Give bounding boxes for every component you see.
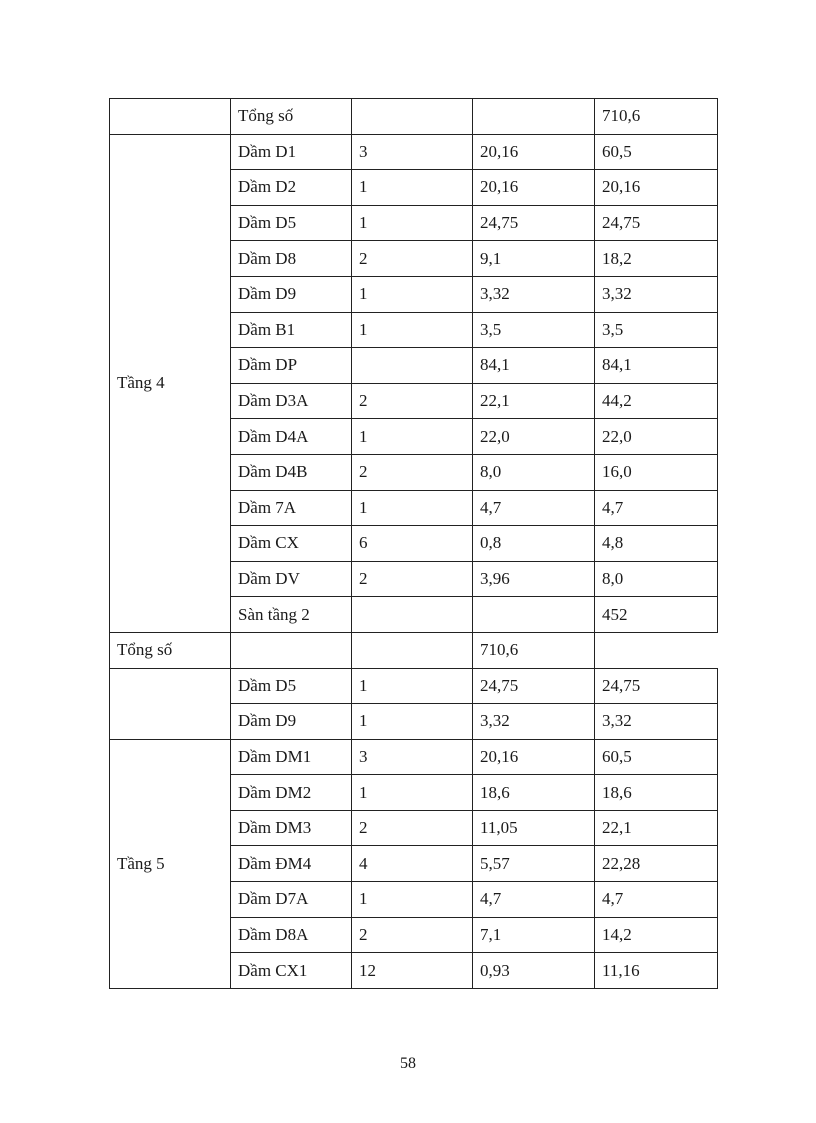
count-cell: 1	[352, 704, 473, 740]
count-cell: 1	[352, 419, 473, 455]
length-cell: 3,5	[473, 312, 595, 348]
table-row	[110, 668, 718, 704]
total-cell: 22,0	[595, 419, 718, 455]
total-cell: 3,32	[595, 276, 718, 312]
length-cell: 5,57	[473, 846, 595, 882]
count-cell: 2	[352, 561, 473, 597]
length-cell: 3,32	[473, 704, 595, 740]
length-cell: 22,0	[473, 419, 595, 455]
table-row	[110, 632, 718, 668]
total-cell: 60,5	[595, 739, 718, 775]
floor-group-cell: Tầng 4	[110, 134, 231, 632]
length-cell: 8,0	[473, 454, 595, 490]
count-cell: 1	[352, 490, 473, 526]
item-name-cell: Dầm DM2	[231, 775, 352, 811]
item-name-cell: Dầm D9	[231, 276, 352, 312]
quantity-table	[109, 98, 718, 989]
count-cell: 1	[352, 276, 473, 312]
total-cell: 22,1	[595, 810, 718, 846]
count-cell: 2	[352, 454, 473, 490]
item-name-cell: Dầm D8	[231, 241, 352, 277]
item-name-cell: Dầm CX	[231, 526, 352, 562]
total-cell: 22,28	[595, 846, 718, 882]
total-cell: 11,16	[595, 953, 718, 989]
item-name-cell: Dầm D5	[231, 205, 352, 241]
floor-group-cell: Tầng 5	[110, 739, 231, 988]
length-cell	[473, 99, 595, 135]
count-cell: 12	[352, 953, 473, 989]
total-cell: 44,2	[595, 383, 718, 419]
length-cell: 20,16	[473, 134, 595, 170]
item-name-cell: Dầm ĐM4	[231, 846, 352, 882]
length-cell	[352, 632, 473, 668]
total-cell: 4,7	[595, 490, 718, 526]
table-row	[110, 739, 718, 775]
length-cell: 4,7	[473, 490, 595, 526]
item-name-cell: Dầm B1	[231, 312, 352, 348]
count-cell: 2	[352, 383, 473, 419]
length-cell	[473, 597, 595, 633]
count-cell	[352, 99, 473, 135]
length-cell: 22,1	[473, 383, 595, 419]
length-cell: 4,7	[473, 882, 595, 918]
total-cell: 16,0	[595, 454, 718, 490]
count-cell: 6	[352, 526, 473, 562]
table-row	[110, 134, 718, 170]
count-cell	[352, 348, 473, 384]
total-cell: 710,6	[473, 632, 595, 668]
total-cell: 710,6	[595, 99, 718, 135]
item-name-cell: Dầm D8A	[231, 917, 352, 953]
length-cell: 11,05	[473, 810, 595, 846]
count-cell: 1	[352, 668, 473, 704]
item-name-cell: Dầm D7A	[231, 882, 352, 918]
total-cell: 18,6	[595, 775, 718, 811]
length-cell: 20,16	[473, 170, 595, 206]
total-cell: 4,8	[595, 526, 718, 562]
item-name-cell: Dầm D9	[231, 704, 352, 740]
count-cell: 1	[352, 312, 473, 348]
total-cell: 18,2	[595, 241, 718, 277]
length-cell: 84,1	[473, 348, 595, 384]
length-cell: 0,93	[473, 953, 595, 989]
count-cell: 3	[352, 134, 473, 170]
total-cell: 3,32	[595, 704, 718, 740]
count-cell: 2	[352, 241, 473, 277]
length-cell: 24,75	[473, 205, 595, 241]
total-cell: 24,75	[595, 205, 718, 241]
item-name-cell: Dầm 7A	[231, 490, 352, 526]
count-cell: 1	[352, 170, 473, 206]
item-name-cell: Tổng số	[110, 632, 231, 668]
item-name-cell: Dầm CX1	[231, 953, 352, 989]
total-cell: 452	[595, 597, 718, 633]
total-cell: 24,75	[595, 668, 718, 704]
length-cell: 18,6	[473, 775, 595, 811]
length-cell: 7,1	[473, 917, 595, 953]
count-cell: 1	[352, 882, 473, 918]
total-cell: 4,7	[595, 882, 718, 918]
count-cell: 3	[352, 739, 473, 775]
item-name-cell: Dầm D4A	[231, 419, 352, 455]
length-cell: 3,96	[473, 561, 595, 597]
floor-group-cell	[110, 668, 231, 739]
total-cell: 3,5	[595, 312, 718, 348]
length-cell: 20,16	[473, 739, 595, 775]
item-name-cell: Dầm D4B	[231, 454, 352, 490]
item-name-cell: Dầm DM1	[231, 739, 352, 775]
length-cell: 3,32	[473, 276, 595, 312]
length-cell: 0,8	[473, 526, 595, 562]
item-name-cell: Dầm D1	[231, 134, 352, 170]
count-cell	[352, 597, 473, 633]
length-cell: 24,75	[473, 668, 595, 704]
item-name-cell: Tổng số	[231, 99, 352, 135]
total-cell: 84,1	[595, 348, 718, 384]
table-row	[110, 99, 718, 135]
floor-group-cell	[110, 99, 231, 135]
count-cell: 1	[352, 205, 473, 241]
item-name-cell: Dầm D3A	[231, 383, 352, 419]
total-cell: 14,2	[595, 917, 718, 953]
total-cell: 8,0	[595, 561, 718, 597]
count-cell	[231, 632, 352, 668]
count-cell: 2	[352, 917, 473, 953]
item-name-cell: Dầm DV	[231, 561, 352, 597]
item-name-cell: Dầm DM3	[231, 810, 352, 846]
count-cell: 2	[352, 810, 473, 846]
count-cell: 1	[352, 775, 473, 811]
length-cell: 9,1	[473, 241, 595, 277]
item-name-cell: Sàn tầng 2	[231, 597, 352, 633]
quantity-table-body	[110, 99, 718, 989]
item-name-cell: Dầm DP	[231, 348, 352, 384]
count-cell: 4	[352, 846, 473, 882]
item-name-cell: Dầm D5	[231, 668, 352, 704]
page-number: 58	[400, 1055, 416, 1072]
total-cell: 20,16	[595, 170, 718, 206]
item-name-cell: Dầm D2	[231, 170, 352, 206]
total-cell: 60,5	[595, 134, 718, 170]
